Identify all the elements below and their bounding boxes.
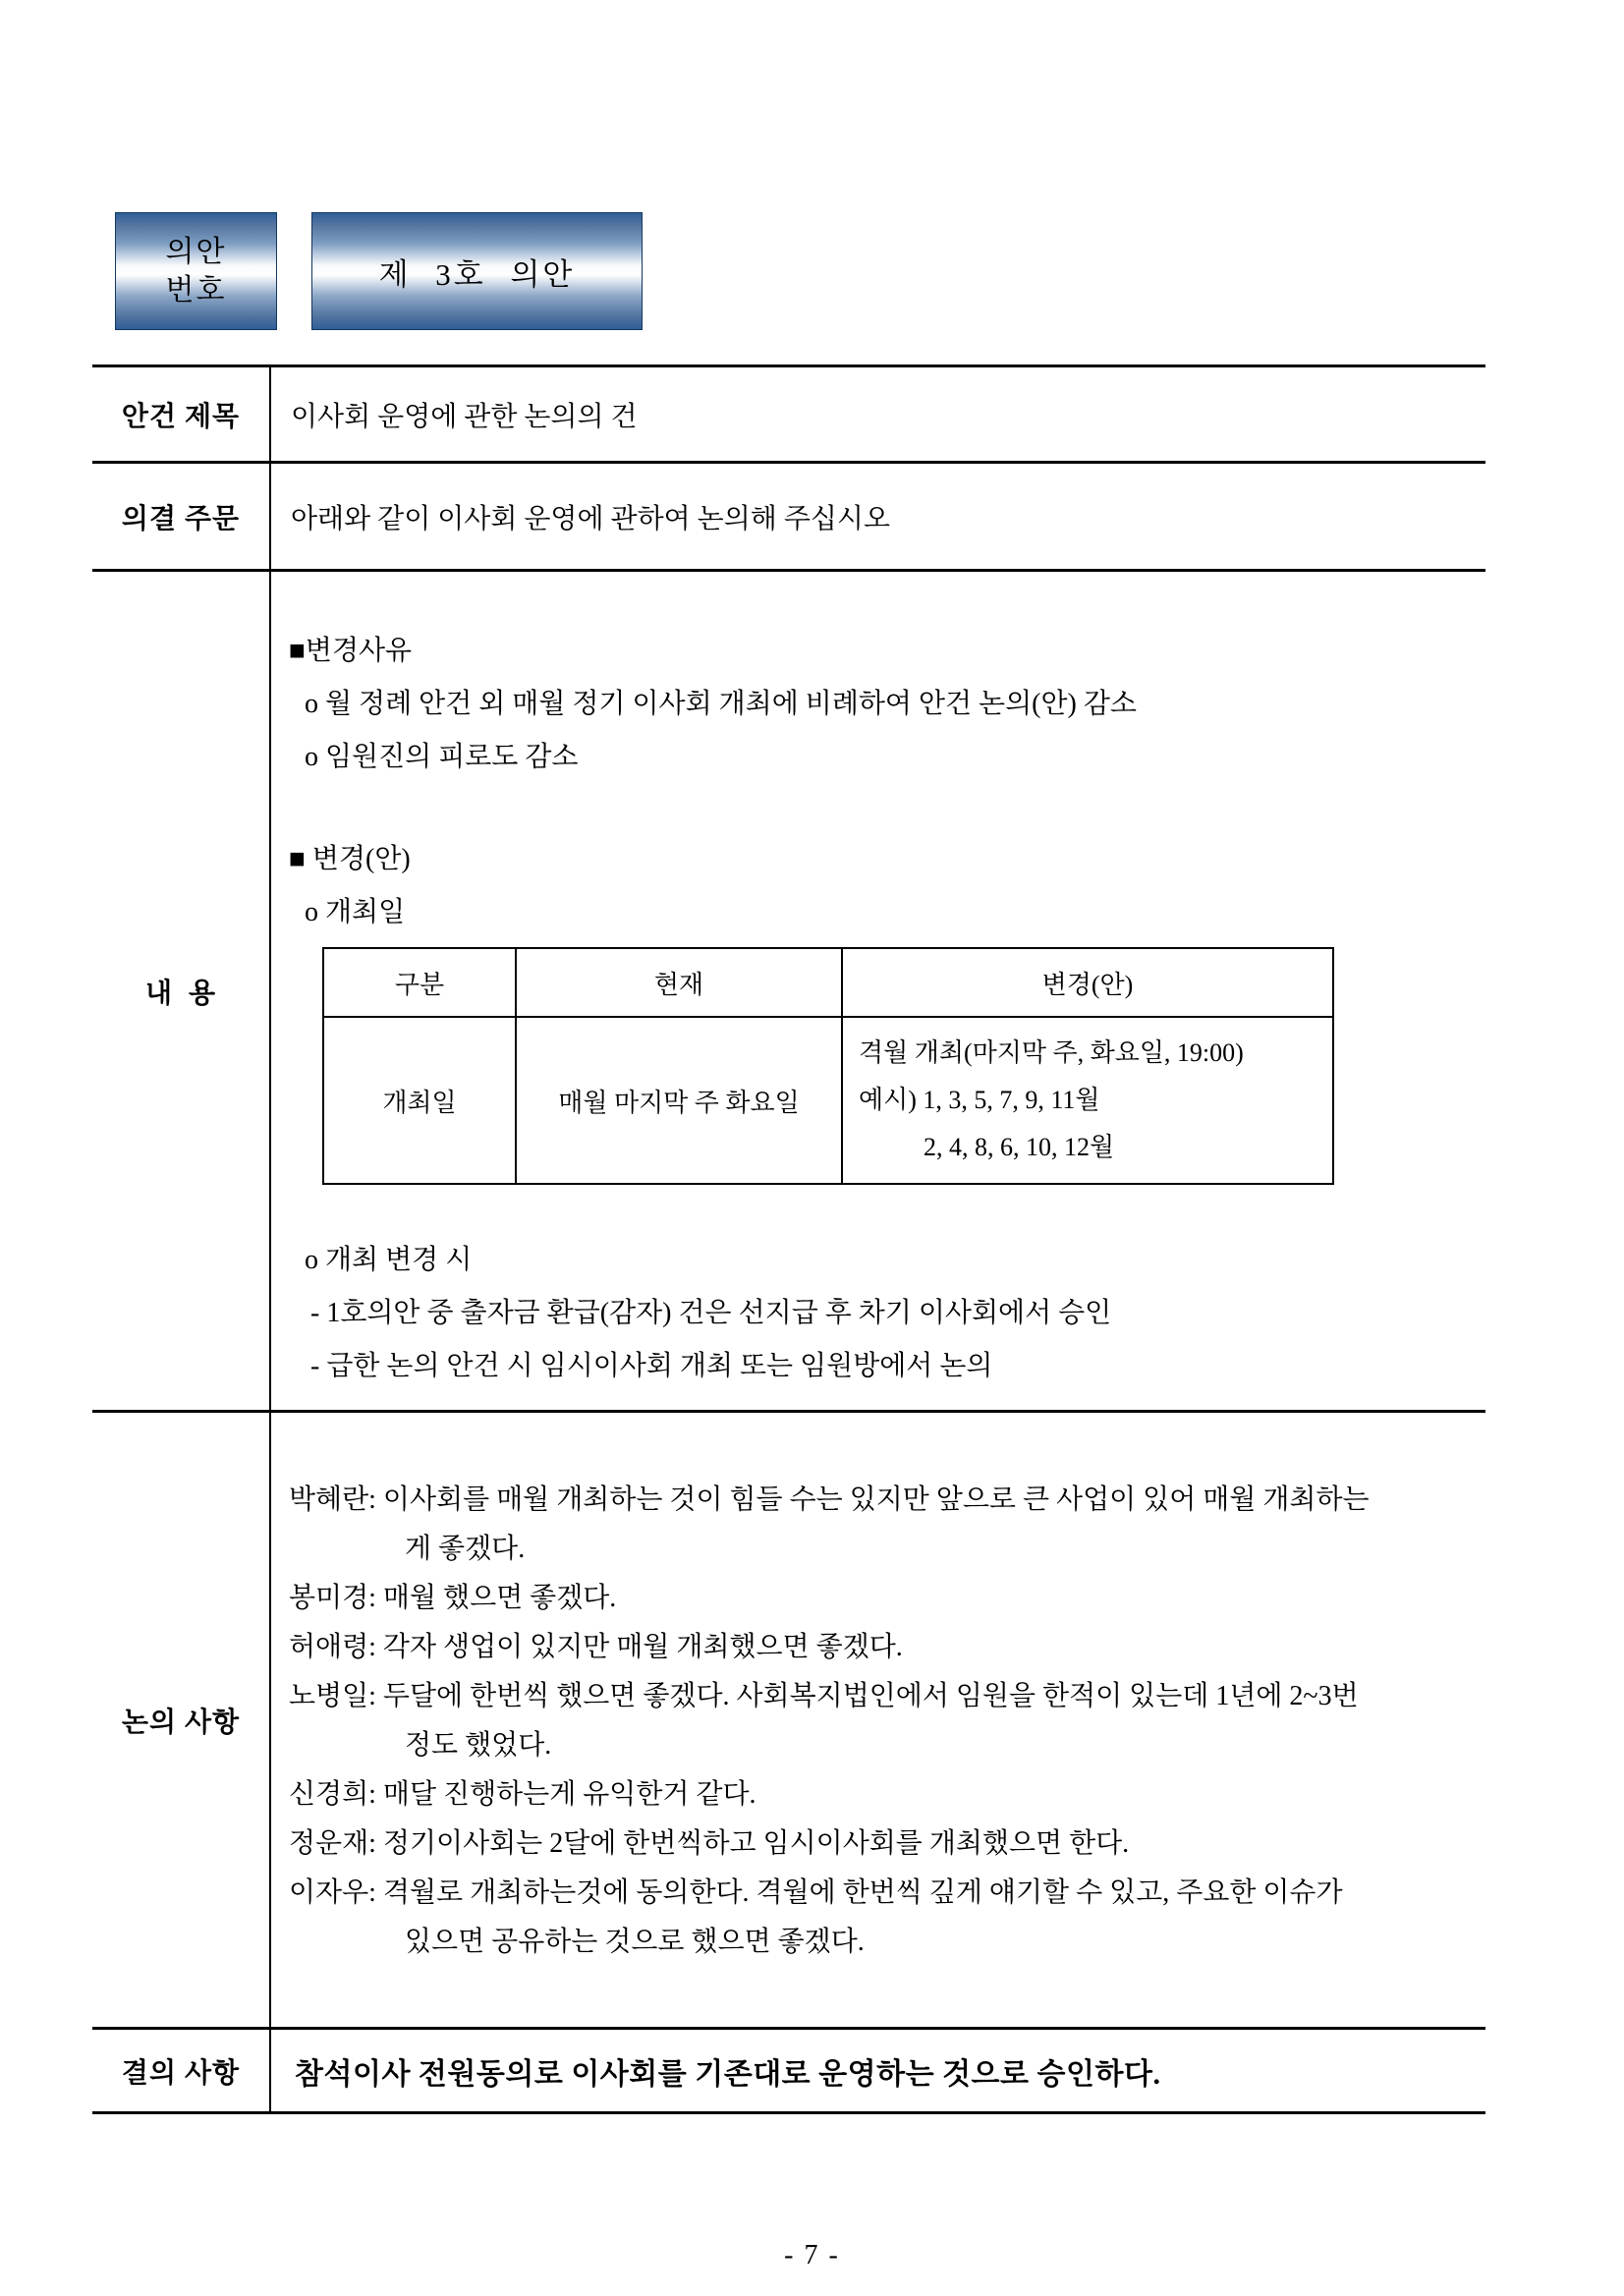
proposed-line: 예시) 1, 3, 5, 7, 9, 11월 — [859, 1086, 1100, 1114]
change-table-header-category: 구분 — [323, 948, 516, 1017]
value-resolution: 참석이사 전원동의로 이사회를 기존대로 운영하는 것으로 승인하다. — [295, 2057, 1161, 2091]
row-agenda-title — [92, 367, 1485, 464]
content-body — [271, 572, 1485, 1410]
change-note-item: - 급한 논의 안건 시 임시이사회 개최 또는 임원방에서 논의 — [310, 1351, 993, 1381]
discussion-line: 박혜란: 이사회를 매월 개최하는 것이 힘들 수는 있지만 앞으로 큰 사업이 있어 매월 개최하는 — [289, 1484, 1370, 1515]
row-discussion — [92, 1413, 1485, 2030]
agenda-banner-text: 제 3호 의안 — [378, 256, 576, 292]
agenda-table — [92, 364, 1485, 2114]
proposed-line: 격월 개최(마지막 주, 화요일, 19:00) — [859, 1038, 1244, 1067]
change-table-current: 매월 마지막 주 화요일 — [516, 1017, 842, 1184]
change-reason-heading: ■변경사유 — [289, 636, 413, 666]
discussion-line: 정운재: 정기이사회는 2달에 한번씩하고 임시이사회를 개최했으면 한다. — [289, 1828, 1130, 1859]
change-detail-table — [322, 947, 1334, 1185]
change-reason-item: o 임원진의 피로도 감소 — [305, 742, 579, 772]
value-agenda-title: 이사회 운영에 관한 논의의 건 — [291, 401, 638, 432]
discussion-line-continued: 게 좋겠다. — [405, 1534, 526, 1564]
label-content: 내 용 — [92, 572, 271, 1410]
row-resolution-request — [92, 464, 1485, 572]
change-table-header-row — [323, 948, 1333, 1017]
change-plan-sub: o 개최일 — [305, 897, 406, 927]
discussion-body — [271, 1413, 1485, 2027]
label-resolution: 결의 사항 — [92, 2030, 271, 2111]
agenda-title-banner — [311, 212, 643, 330]
change-table-proposed — [842, 1017, 1333, 1184]
change-note-item: - 1호의안 중 출자금 환급(감자) 건은 선지급 후 차기 이사회에서 승인 — [310, 1298, 1112, 1328]
agenda-number-line2: 번호 — [165, 274, 227, 307]
change-note-heading: o 개최 변경 시 — [305, 1245, 473, 1275]
page-number: - 7 - — [784, 2240, 840, 2270]
discussion-line: 봉미경: 매월 했으면 좋겠다. — [289, 1583, 617, 1613]
proposed-line: 2, 4, 8, 6, 10, 12월 — [924, 1133, 1115, 1161]
discussion-line: 노병일: 두달에 한번씩 했으면 좋겠다. 사회복지법인에서 임원을 한적이 있는데 1년에 2~3번 — [289, 1681, 1359, 1711]
value-resolution-request: 아래와 같이 이사회 운영에 관하여 논의해 주십시오 — [291, 503, 891, 534]
agenda-number-line1: 의안 — [165, 236, 227, 268]
change-table-header-current: 현재 — [516, 948, 842, 1017]
discussion-line: 허애령: 각자 생업이 있지만 매월 개최했으면 좋겠다. — [289, 1632, 903, 1662]
change-table-data-row — [323, 1017, 1333, 1184]
row-resolution — [92, 2030, 1485, 2114]
discussion-line-continued: 정도 했었다. — [405, 1730, 552, 1761]
change-table-header-proposed: 변경(안) — [842, 948, 1333, 1017]
row-content — [92, 572, 1485, 1413]
label-discussion: 논의 사항 — [92, 1413, 271, 2027]
discussion-line: 이자우: 격월로 개최하는것에 동의한다. 격월에 한번씩 깊게 얘기할 수 있고, 주요한 이슈가 — [289, 1877, 1343, 1908]
discussion-line-continued: 있으면 공유하는 것으로 했으면 좋겠다. — [405, 1927, 865, 1957]
change-table-category: 개최일 — [323, 1017, 516, 1184]
agenda-number-box — [115, 212, 277, 330]
label-resolution-request: 의결 주문 — [92, 464, 271, 569]
change-reason-item: o 월 정례 안건 외 매월 정기 이사회 개최에 비례하여 안건 논의(안) 감소 — [305, 689, 1137, 719]
label-agenda-title: 안건 제목 — [92, 367, 271, 461]
spacer — [289, 784, 1478, 833]
discussion-line: 신경희: 매달 진행하는게 유익한거 같다. — [289, 1779, 756, 1810]
change-plan-heading: ■ 변경(안) — [289, 844, 411, 874]
